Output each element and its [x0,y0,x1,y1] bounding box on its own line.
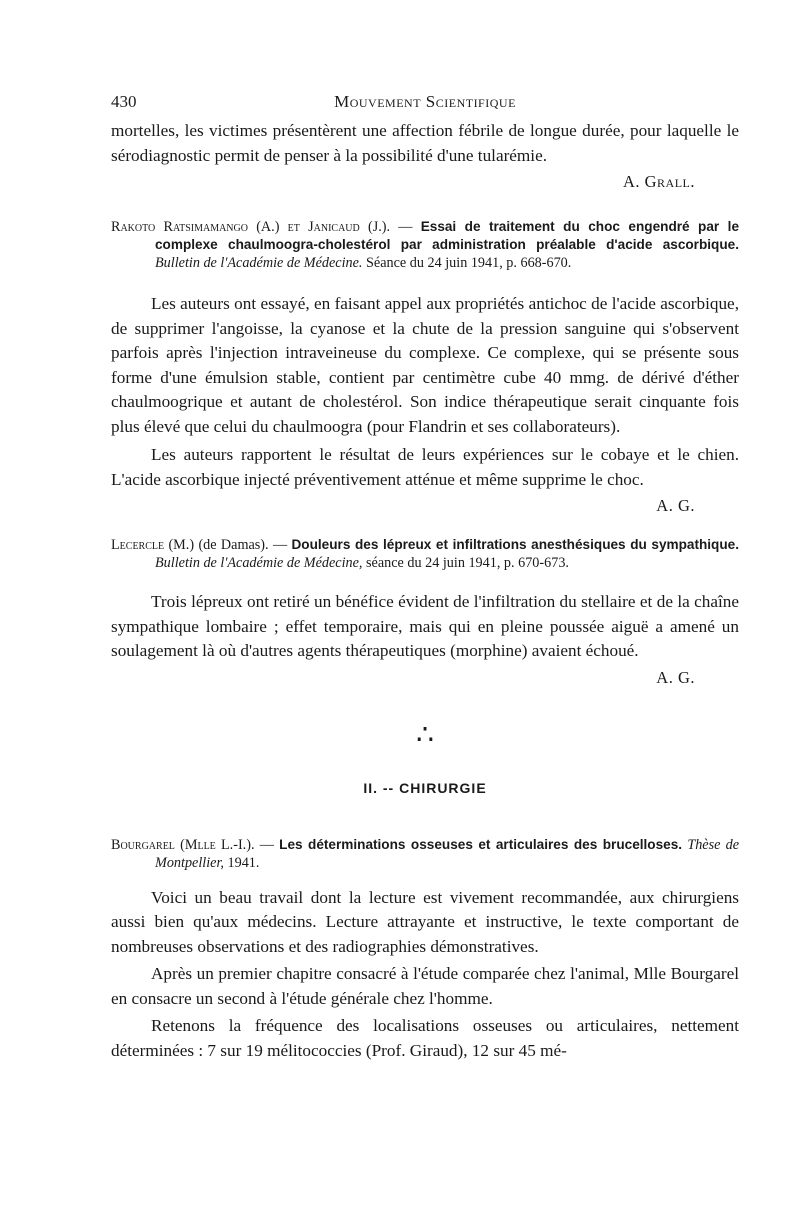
reference-entry [111,218,739,272]
reference-title: Douleurs des lépreux et infiltrations anesthésiques du sympathique. [291,537,740,552]
reference-origin: (de Damas). [198,537,269,553]
abstract-paragraph: Les auteurs ont essayé, en faisant appel aux propriétés antichoc de l'acide ascorbique, de supprimer l'angoisse, la cyanose et la chute de la pression sanguine qui s'observent parfois après l'injection intraveineuse du complexe. Ce complexe, qui se présente sous forme d'une émulsion stable, contient par centimètre cube 40 mmg. de dérivé d'éther chaulmoogrique et autant de cholestérol. Son indice thérapeutique serait cinquante fois plus élevé que celui du chaulmoogra (pour Flandrin et ses collaborateurs). [111,294,739,436]
abstract-paragraph: Les auteurs rapportent le résultat de leurs expériences sur le cobaye et le chien. L'acide ascorbique injecté préventivement atténue et même supprime le choc. [111,445,739,489]
abstract-paragraph: Voici un beau travail dont la lecture est vivement recommandée, aux chirurgiens aussi bien qu'aux médecins. Lecture attrayante et instructive, le texte comportant de nombreuses observations et des radiographies démonstratives. [111,887,739,956]
section-title: II. -- CHIRURGIE [363,779,487,796]
reference-details: séance du 24 juin 1941, p. 670-673. [366,555,569,571]
running-title: Mouvement Scientifique [334,92,516,111]
reference-dash: — [259,836,274,853]
reference-dash: — [272,537,288,553]
reference-journal: Bulletin de l'Académie de Médecine, [155,555,363,571]
signature: A. G. [656,667,695,687]
page-number: 430 [111,92,137,111]
reference-authors: Lecercle (M.) [111,537,195,553]
document-page [111,84,739,1063]
continued-paragraph: mortelles, les victimes présentèrent une affection fébrile de longue durée, pour laquelle le sérodiagnostic permit de penser à la possibilité d'une tularémie. [111,121,739,165]
reference-entry [111,836,739,872]
reference-authors: Bourgarel (Mlle L.-I.). [111,836,255,853]
signature: A. Grall. [622,172,695,191]
reference-entry [111,536,739,572]
reference-authors: Rakoto Ratsimamango (A.) et Janicaud (J.). [111,219,391,235]
reference-title: Les déterminations osseuses et articulaires des brucelloses. [279,836,683,852]
reference-title: Essai de traitement du choc engendré par le complexe chaulmoogra-cholestérol par administration préalable d'acide ascorbique. [155,219,740,252]
reference-dash: — [398,219,413,235]
reference-journal: Thèse de Montpellier, [155,836,740,871]
abstract-paragraph: Trois lépreux ont retiré un bénéfice évident de l'infiltration du stellaire et de la chaîne sympathique lombaire ; effet temporaire, mais qui en pleine poussée aiguë a amené un soulagement là où d'autres agents thérapeutiques (morphine) avaient échoué. [111,592,739,660]
abstract-paragraph: Après un premier chapitre consacré à l'étude comparée chez l'animal, Mlle Bourgarel en consacre un second à l'étude générale chez l'homme. [111,964,739,1008]
page-header [111,84,739,116]
signature: A. G. [656,496,695,515]
abstract-paragraph: Retenons la fréquence des localisations osseuses ou articulaires, nettement déterminées : 7 sur 19 mélitococcies (Prof. Giraud), 12 sur 45 mé- [111,1016,739,1060]
reference-details: 1941. [227,854,260,871]
reference-details: Séance du 24 juin 1941, p. 668-670. [366,255,572,271]
reference-journal: Bulletin de l'Académie de Médecine. [155,255,363,271]
section-ornament: ∴ [416,719,434,751]
